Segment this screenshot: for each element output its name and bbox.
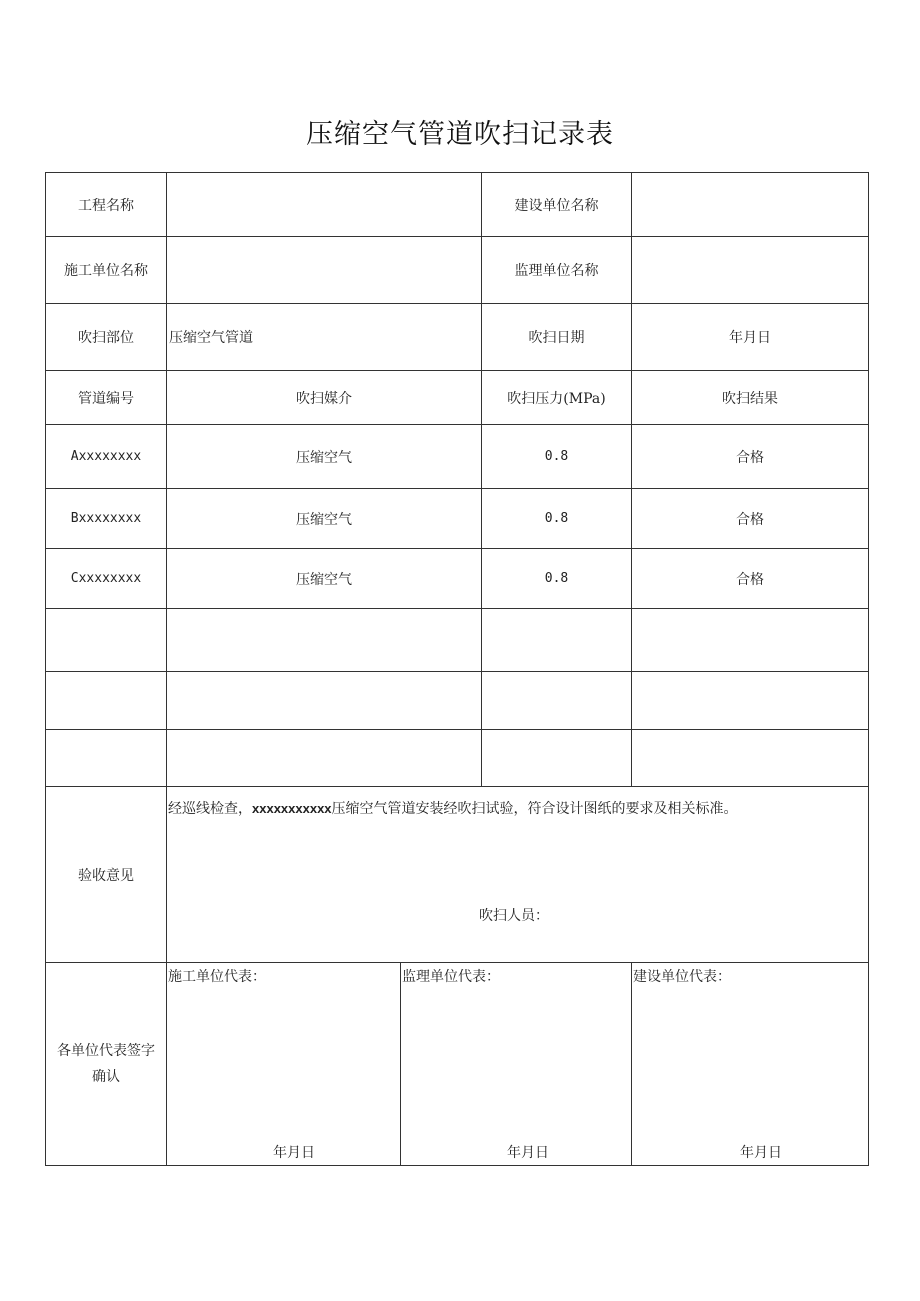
label-purge-part: 吹扫部位 — [45, 303, 167, 371]
empty-cell[interactable] — [631, 729, 869, 787]
acceptance-text-suffix: 压缩空气管道安装经吹扫试验，符合设计图纸的要求及相关标准。 — [331, 801, 738, 817]
column-header-pipe-id: 管道编号 — [45, 370, 167, 425]
signatures-label-line1: 各单位代表签字 — [57, 1043, 155, 1059]
label-construction-unit: 施工单位名称 — [45, 236, 167, 304]
table-row-cell-result[interactable]: 合格 — [631, 488, 869, 549]
construction-rep-box[interactable] — [166, 962, 401, 1166]
column-header-medium: 吹扫媒介 — [166, 370, 482, 425]
owner-rep-label: 建设单位代表： — [633, 969, 731, 985]
signatures-label-line2: 确认 — [92, 1069, 120, 1085]
column-header-pressure: 吹扫压力(MPa) — [481, 370, 632, 425]
construction-unit-value[interactable] — [166, 236, 482, 304]
supervision-rep-date: 年月日 — [507, 1145, 549, 1161]
empty-cell[interactable] — [45, 671, 167, 730]
empty-cell[interactable] — [166, 729, 482, 787]
table-row-cell-medium[interactable]: 压缩空气 — [166, 488, 482, 549]
empty-cell[interactable] — [631, 671, 869, 730]
page-title: 压缩空气管道吹扫记录表 — [306, 119, 614, 150]
construction-rep-label: 施工单位代表： — [168, 969, 266, 985]
purge-date-value[interactable]: 年月日 — [631, 303, 869, 371]
supervision-unit-value[interactable] — [631, 236, 869, 304]
table-row-cell-medium[interactable]: 压缩空气 — [166, 424, 482, 489]
acceptance-text-prefix: 经巡线检查， — [168, 801, 252, 817]
table-row-cell-pipe-id[interactable]: Bxxxxxxxx — [45, 488, 167, 549]
owner-rep-date: 年月日 — [740, 1145, 782, 1161]
supervision-rep-label: 监理单位代表： — [402, 969, 500, 985]
construction-rep-date: 年月日 — [273, 1145, 315, 1161]
label-supervision-unit: 监理单位名称 — [481, 236, 632, 304]
label-signatures — [45, 962, 167, 1166]
empty-cell[interactable] — [45, 729, 167, 787]
empty-cell[interactable] — [631, 608, 869, 672]
table-row-cell-pressure[interactable]: 0.8 — [481, 548, 632, 609]
empty-cell[interactable] — [166, 608, 482, 672]
empty-cell[interactable] — [166, 671, 482, 730]
project-name-value[interactable] — [166, 172, 482, 237]
purge-record-form — [45, 172, 869, 1166]
owner-unit-value[interactable] — [631, 172, 869, 237]
empty-cell[interactable] — [481, 608, 632, 672]
column-header-result: 吹扫结果 — [631, 370, 869, 425]
purger-label: 吹扫人员： — [479, 908, 549, 924]
supervision-rep-box[interactable] — [400, 962, 632, 1166]
table-row-cell-result[interactable]: 合格 — [631, 548, 869, 609]
label-acceptance: 验收意见 — [45, 786, 167, 963]
acceptance-text — [168, 798, 738, 818]
empty-cell[interactable] — [45, 608, 167, 672]
table-row-cell-pipe-id[interactable]: Axxxxxxxx — [45, 424, 167, 489]
table-row-cell-pressure[interactable]: 0.8 — [481, 488, 632, 549]
table-row-cell-medium[interactable]: 压缩空气 — [166, 548, 482, 609]
purge-part-value[interactable]: 压缩空气管道 — [166, 303, 482, 371]
empty-cell[interactable] — [481, 671, 632, 730]
label-project-name: 工程名称 — [45, 172, 167, 237]
owner-rep-box[interactable] — [631, 962, 869, 1166]
label-owner-unit: 建设单位名称 — [481, 172, 632, 237]
table-row-cell-pipe-id[interactable]: Cxxxxxxxx — [45, 548, 167, 609]
label-purge-date: 吹扫日期 — [481, 303, 632, 371]
empty-cell[interactable] — [481, 729, 632, 787]
table-row-cell-result[interactable]: 合格 — [631, 424, 869, 489]
acceptance-text-code: xxxxxxxxxxx — [252, 801, 332, 816]
table-row-cell-pressure[interactable]: 0.8 — [481, 424, 632, 489]
